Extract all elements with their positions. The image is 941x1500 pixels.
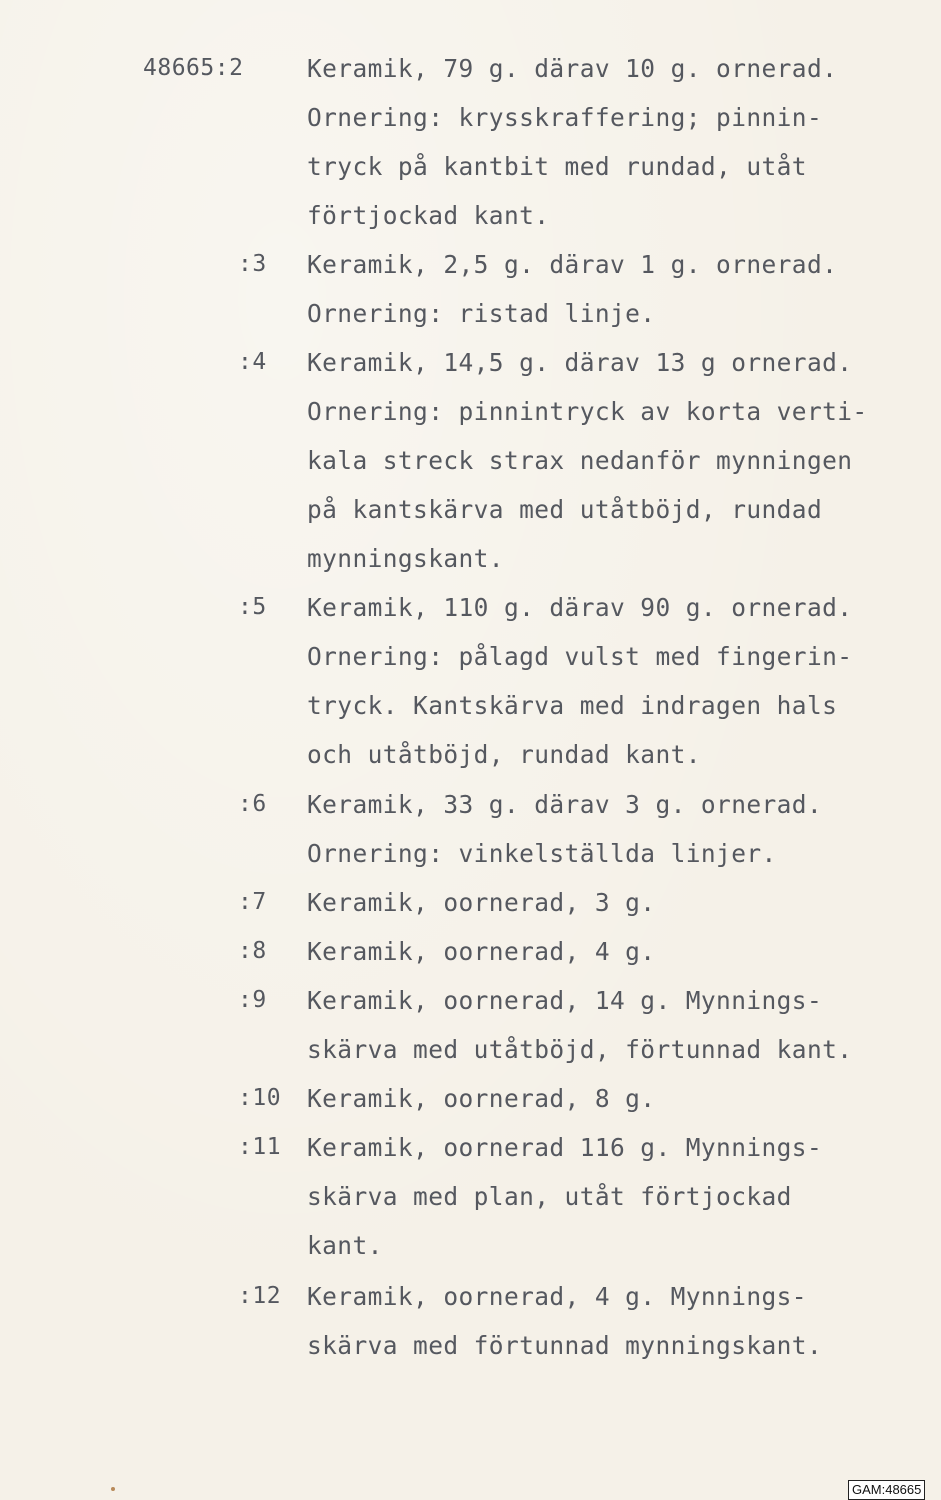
text-line: Ornering: vinkelställda linjer.: [307, 839, 777, 868]
text-line: Ornering: krysskraffering; pinnin-: [307, 103, 823, 132]
entry-number: :10: [238, 1085, 282, 1111]
entry-number: :3: [238, 251, 267, 277]
text-line: Keramik, 14,5 g. därav 13 g ornerad.: [307, 348, 853, 377]
entry-text: [307, 583, 937, 779]
text-line: Keramik, 2,5 g. därav 1 g. ornerad.: [307, 250, 838, 279]
entry-text: [307, 240, 937, 338]
text-line: mynningskant.: [307, 544, 504, 573]
text-line: Keramik, oornerad, 8 g.: [307, 1084, 656, 1113]
archive-id-label: GAM:48665: [848, 1480, 925, 1500]
text-line: skärva med plan, utåt förtjockad: [307, 1182, 792, 1211]
entry-text: [307, 780, 937, 878]
text-line: Keramik, oornerad, 4 g. Mynnings-: [307, 1282, 807, 1311]
text-line: tryck på kantbit med rundad, utåt: [307, 152, 807, 181]
text-line: Ornering: pinnintryck av korta verti-: [307, 397, 868, 426]
text-line: förtjockad kant.: [307, 201, 550, 230]
text-line: Keramik, oornerad, 14 g. Mynnings-: [307, 986, 823, 1015]
entry-text: [307, 1074, 937, 1123]
entry-number: :7: [238, 889, 267, 915]
text-line: Keramik, oornerad, 4 g.: [307, 937, 656, 966]
text-line: Keramik, 33 g. därav 3 g. ornerad.: [307, 790, 823, 819]
text-line: och utåtböjd, rundad kant.: [307, 740, 701, 769]
paper-speck: [111, 1487, 115, 1491]
entry-text: [307, 927, 937, 976]
text-line: Keramik, oornerad, 3 g.: [307, 888, 656, 917]
entry-number: :6: [238, 791, 267, 817]
entry-number: :11: [238, 1134, 282, 1160]
entry-number: :9: [238, 987, 267, 1013]
entry-number: :8: [238, 938, 267, 964]
text-line: skärva med förtunnad mynningskant.: [307, 1331, 823, 1360]
entry-text: [307, 1123, 937, 1270]
text-line: Keramik, 79 g. därav 10 g. ornerad.: [307, 54, 838, 83]
text-line: Ornering: pålagd vulst med fingerin-: [307, 642, 853, 671]
entry-number: :5: [238, 594, 267, 620]
text-line: kala streck strax nedanför mynningen: [307, 446, 853, 475]
text-line: tryck. Kantskärva med indragen hals: [307, 691, 838, 720]
entry-text: [307, 44, 937, 240]
text-line: Ornering: ristad linje.: [307, 299, 656, 328]
text-line: på kantskärva med utåtböjd, rundad: [307, 495, 823, 524]
text-line: Keramik, oornerad 116 g. Mynnings-: [307, 1133, 823, 1162]
entry-text: [307, 878, 937, 927]
entry-text: [307, 338, 937, 583]
entry-text: [307, 1272, 937, 1370]
entry-number: :12: [238, 1283, 282, 1309]
entry-number: :4: [238, 349, 267, 375]
text-line: skärva med utåtböjd, förtunnad kant.: [307, 1035, 853, 1064]
text-line: Keramik, 110 g. därav 90 g. ornerad.: [307, 593, 853, 622]
entry-number: 48665:2: [143, 55, 244, 81]
entry-text: [307, 976, 937, 1074]
text-line: kant.: [307, 1231, 383, 1260]
